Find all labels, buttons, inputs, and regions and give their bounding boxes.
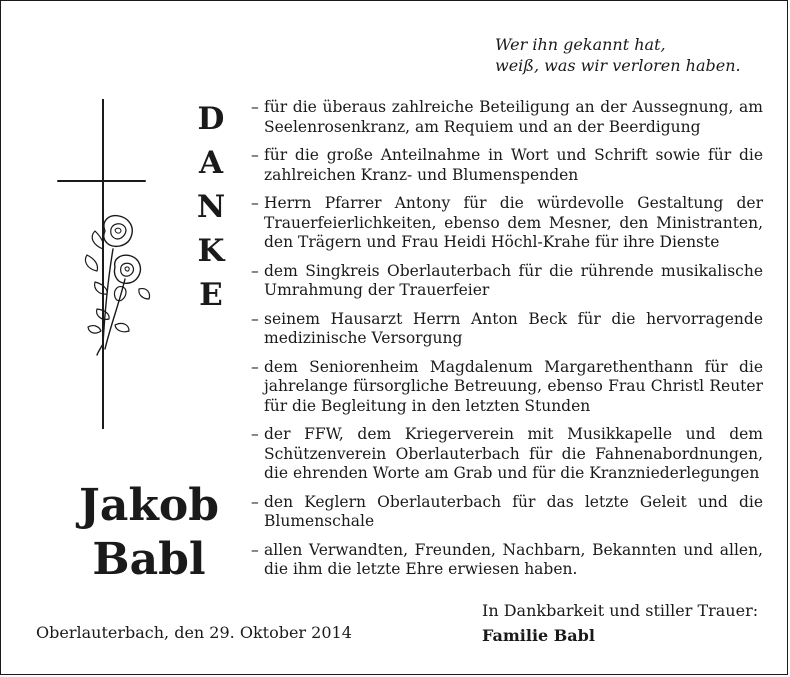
- thanks-item: – den Keglern Oberlauterbach für das letzte Geleit und die Blumenschale: [251, 493, 763, 532]
- closing-line: In Dankbarkeit und stiller Trauer:: [482, 601, 759, 620]
- motto-line-1: Wer ihn gekannt hat,: [495, 35, 666, 54]
- danke-letter: D: [197, 101, 225, 137]
- thanks-item: – dem Seniorenheim Magdalenum Margarethenthann für die jahrelange fürsorgliche Betreuung, ebenso Frau Christl Reuter für die Begleitung in den letzten Stunden: [251, 358, 763, 417]
- danke-heading: [191, 97, 231, 317]
- thanks-item: – für die große Anteilnahme in Wort und Schrift sowie für die zahlreichen Kranz- und Blumenspenden: [251, 146, 763, 185]
- thanks-item: – der FFW, dem Kriegerverein mit Musikkapelle und dem Schützenverein Oberlauterbach für die Fahnenabordnungen, die ehrenden Worte am Grab und für die Kranzniederlegungen: [251, 425, 763, 484]
- thanks-item: – allen Verwandten, Freunden, Nachbarn, Bekannten und allen, die ihm die letzte Ehre erwiesen haben.: [251, 541, 763, 580]
- thanks-item: – dem Singkreis Oberlauterbach für die rührende musikalische Umrahmung der Trauerfeier: [251, 262, 763, 301]
- thanks-list: [251, 98, 763, 589]
- motto: [495, 34, 785, 76]
- place-and-date: Oberlauterbach, den 29. Oktober 2014: [36, 623, 352, 642]
- danke-letter: K: [197, 233, 225, 269]
- cross-with-roses-icon: [53, 99, 163, 429]
- deceased-last-name: Babl: [92, 534, 206, 585]
- family-name: Familie Babl: [482, 626, 595, 645]
- danke-letter: E: [199, 277, 223, 313]
- danke-letter: A: [198, 145, 224, 181]
- thanks-item: – Herrn Pfarrer Antony für die würdevolle Gestaltung der Trauerfeierlichkeiten, ebenso dem Mesner, den Ministranten, den Trägern und Frau Heidi Höchl-Krahe für ihre Dienste: [251, 194, 763, 253]
- motto-line-2: weiß, was wir verloren haben.: [495, 56, 741, 75]
- deceased-first-name: Jakob: [79, 480, 219, 531]
- thanks-item: – für die überaus zahlreiche Beteiligung an der Aussegnung, am Seelenrosenkranz, am Requiem und an der Beerdigung: [251, 98, 763, 137]
- deceased-name: [63, 479, 235, 587]
- thanks-item: – seinem Hausarzt Herrn Anton Beck für die hervorragende medizinische Versorgung: [251, 310, 763, 349]
- signature-block: [482, 598, 772, 648]
- danke-letter: N: [196, 189, 226, 225]
